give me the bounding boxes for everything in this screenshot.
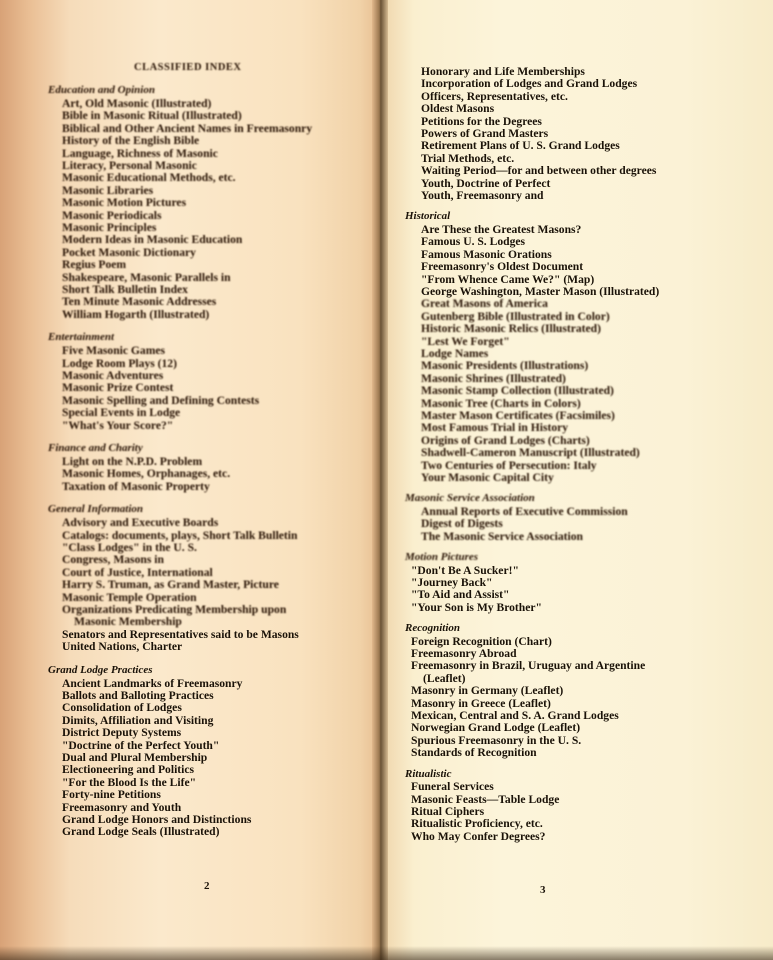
index-entry: District Deputy Systems <box>62 726 182 740</box>
index-entry: (Leaflet) <box>423 671 466 685</box>
index-entry: The Masonic Service Association <box>421 529 583 543</box>
index-entry: Regius Poem <box>62 258 127 272</box>
index-entry: Freemasonry and Youth <box>62 800 182 814</box>
index-entry: Oldest Masons <box>421 102 495 116</box>
index-entry: Famous U. S. Lodges <box>421 235 526 249</box>
index-entry: Annual Reports of Executive Commission <box>421 504 628 518</box>
index-entry: Masonic Adventures <box>62 369 164 382</box>
index-entry: Dual and Plural Membership <box>62 751 208 764</box>
section-heading: Historical <box>405 210 451 223</box>
page-number-left: 2 <box>204 880 210 892</box>
index-entry: Shadwell-Cameron Manuscript (Illustrated) <box>421 446 640 460</box>
section-heading: Finance and Charity <box>48 442 143 454</box>
index-entry: Forty-nine Petitions <box>62 788 161 802</box>
index-entry: Modern Ideas in Masonic Education <box>62 233 243 247</box>
index-entry: "Class Lodges" in the U. S. <box>62 541 197 554</box>
index-entry: Bible in Masonic Ritual (Illustrated) <box>62 109 242 123</box>
index-entry: Lodge Room Plays (12) <box>62 356 177 370</box>
index-entry: Ballots and Balloting Practices <box>62 689 214 702</box>
bottom-shadow <box>0 946 773 960</box>
index-entry: Lodge Names <box>421 346 489 360</box>
index-entry: History of the English Bible <box>62 134 200 148</box>
index-entry: Spurious Freemasonry in the U. S. <box>411 733 582 747</box>
index-entry: Petitions for the Degrees <box>421 114 542 128</box>
index-entry: Masonic Periodicals <box>62 208 162 222</box>
index-entry: Senators and Representatives said to be Masons <box>62 627 299 641</box>
index-entry: Grand Lodge Honors and Distinctions <box>62 813 252 826</box>
index-entry: Ritualistic Proficiency, etc. <box>411 817 543 831</box>
index-entry: Masonry in Germany (Leaflet) <box>411 684 564 698</box>
index-entry: Masonry in Greece (Leaflet) <box>411 696 551 710</box>
index-entry: Powers of Grand Masters <box>421 127 549 140</box>
section-heading: General Information <box>48 503 144 516</box>
index-entry: Your Masonic Capital City <box>421 470 554 484</box>
index-entry: Youth, Doctrine of Perfect <box>421 176 551 190</box>
index-entry: Art, Old Masonic (Illustrated) <box>62 97 212 110</box>
index-entry: Masonic Homes, Orphanages, etc. <box>62 467 231 481</box>
index-entry: Masonic Libraries <box>62 183 154 197</box>
index-entry: Ancient Landmarks of Freemasonry <box>62 676 243 690</box>
index-entry: Pocket Masonic Dictionary <box>62 245 196 259</box>
page-title: CLASSIFIED INDEX <box>134 62 242 73</box>
index-entry: Masonic Membership <box>74 615 182 629</box>
index-entry: Standards of Recognition <box>411 746 537 760</box>
index-entry: Biblical and Other Ancient Names in Freemasonry <box>62 121 313 135</box>
index-entry: Congress, Masons in <box>62 553 164 567</box>
index-entry: Who May Confer Degrees? <box>411 829 546 843</box>
index-entry: Are These the Greatest Masons? <box>421 222 582 236</box>
index-entry: Catalogs: documents, plays, Short Talk Bulletin <box>62 528 298 542</box>
index-entry: Masonic Prize Contest <box>62 381 174 395</box>
index-entry: Freemasonry in Brazil, Uruguay and Argentine <box>411 659 646 673</box>
index-entry: "Your Son is My Brother" <box>411 600 542 614</box>
index-entry: Masonic Feasts—Table Lodge <box>411 792 560 806</box>
section-heading: Entertainment <box>48 331 115 344</box>
index-entry: Youth, Freemasonry and <box>421 189 544 202</box>
index-entry: Foreign Recognition (Chart) <box>411 634 552 648</box>
index-entry: Famous Masonic Orations <box>421 247 552 261</box>
index-entry: Special Events in Lodge <box>62 406 181 420</box>
index-entry: Taxation of Masonic Property <box>62 479 210 493</box>
index-entry: Masonic Presidents (Illustrations) <box>421 359 589 373</box>
index-entry: Masonic Shrines (Illustrated) <box>421 371 566 385</box>
index-entry: Masonic Temple Operation <box>62 590 197 604</box>
index-entry: "Journey Back" <box>411 575 493 589</box>
index-entry: Gutenberg Bible (Illustrated in Color) <box>421 309 610 323</box>
index-entry: Masonic Tree (Charts in Colors) <box>421 396 581 410</box>
index-entry: Great Masons of America <box>421 297 548 311</box>
section-heading: Education and Opinion <box>48 84 155 96</box>
index-entry: Masonic Motion Pictures <box>62 196 187 210</box>
section-heading: Grand Lodge Practices <box>48 663 153 676</box>
index-entry: "Doctrine of the Perfect Youth" <box>62 738 220 752</box>
index-entry: William Hogarth (Illustrated) <box>62 307 210 321</box>
index-entry: Most Famous Trial in History <box>421 421 569 435</box>
index-entry: United Nations, Charter <box>62 640 183 654</box>
section-heading: Ritualistic <box>405 767 452 780</box>
index-entry: Electioneering and Politics <box>62 763 195 777</box>
page-number-right: 3 <box>540 884 546 896</box>
index-entry: Dimits, Affiliation and Visiting <box>62 713 214 727</box>
index-entry: Master Mason Certificates (Facsimiles) <box>421 408 615 422</box>
index-entry: Masonic Educational Methods, etc. <box>62 171 236 185</box>
index-entry: Shakespeare, Masonic Parallels in <box>62 270 231 284</box>
index-entry: Ritual Ciphers <box>411 804 485 818</box>
index-entry: Origins of Grand Lodges (Charts) <box>421 433 590 447</box>
index-entry: Honorary and Life Memberships <box>421 65 585 78</box>
book-gutter <box>372 0 388 960</box>
section-heading: Masonic Service Association <box>405 492 535 505</box>
index-entry: Five Masonic Games <box>62 344 166 358</box>
index-entry: Short Talk Bulletin Index <box>62 283 188 296</box>
index-entry: "From Whence Came We?" (Map) <box>421 272 595 286</box>
index-entry: "To Aid and Assist" <box>411 588 510 602</box>
index-entry: Consolidation of Lodges <box>62 701 182 715</box>
index-entry: Historic Masonic Relics (Illustrated) <box>421 322 601 336</box>
index-entry: Advisory and Executive Boards <box>62 516 219 530</box>
index-entry: Ten Minute Masonic Addresses <box>62 295 217 309</box>
index-entry: "Don't Be A Sucker!" <box>411 563 519 577</box>
index-entry: Trial Methods, etc. <box>421 151 515 165</box>
section-heading: Motion Pictures <box>405 551 479 563</box>
index-entry: "For the Blood Is the Life" <box>62 775 197 789</box>
index-entry: "Lest We Forget" <box>421 334 510 348</box>
index-entry: Light on the N.P.D. Problem <box>62 455 203 468</box>
index-entry: Funeral Services <box>411 780 494 794</box>
index-entry: Incorporation of Lodges and Grand Lodges <box>421 77 638 91</box>
index-entry: Freemasonry Abroad <box>411 647 517 660</box>
index-entry: Harry S. Truman, as Grand Master, Picture <box>62 578 279 592</box>
index-entry: Court of Justice, International <box>62 565 213 579</box>
index-entry: Grand Lodge Seals (Illustrated) <box>62 825 220 839</box>
index-entry: Norwegian Grand Lodge (Leaflet) <box>411 721 581 735</box>
index-entry: Freemasonry's Oldest Document <box>421 260 584 274</box>
index-entry: Mexican, Central and S. A. Grand Lodges <box>411 709 619 722</box>
index-entry: Waiting Period—for and between other degrees <box>421 164 657 178</box>
index-entry: Literacy, Personal Masonic <box>62 159 197 172</box>
index-entry: "What's Your Score?" <box>62 418 174 432</box>
index-entry: Two Centuries of Persecution: Italy <box>421 458 597 472</box>
section-heading: Recognition <box>405 622 461 635</box>
index-entry: Organizations Predicating Membership upon <box>62 603 287 616</box>
index-entry: Masonic Spelling and Defining Contests <box>62 393 260 407</box>
index-entry: Officers, Representatives, etc. <box>421 89 568 103</box>
index-entry: Masonic Principles <box>62 221 157 234</box>
index-entry: Retirement Plans of U. S. Grand Lodges <box>421 139 620 153</box>
index-entry: Digest of Digests <box>421 517 503 531</box>
index-entry: Masonic Stamp Collection (Illustrated) <box>421 384 614 398</box>
index-entry: George Washington, Master Mason (Illustrated) <box>421 284 660 298</box>
index-entry: Language, Richness of Masonic <box>62 146 218 160</box>
